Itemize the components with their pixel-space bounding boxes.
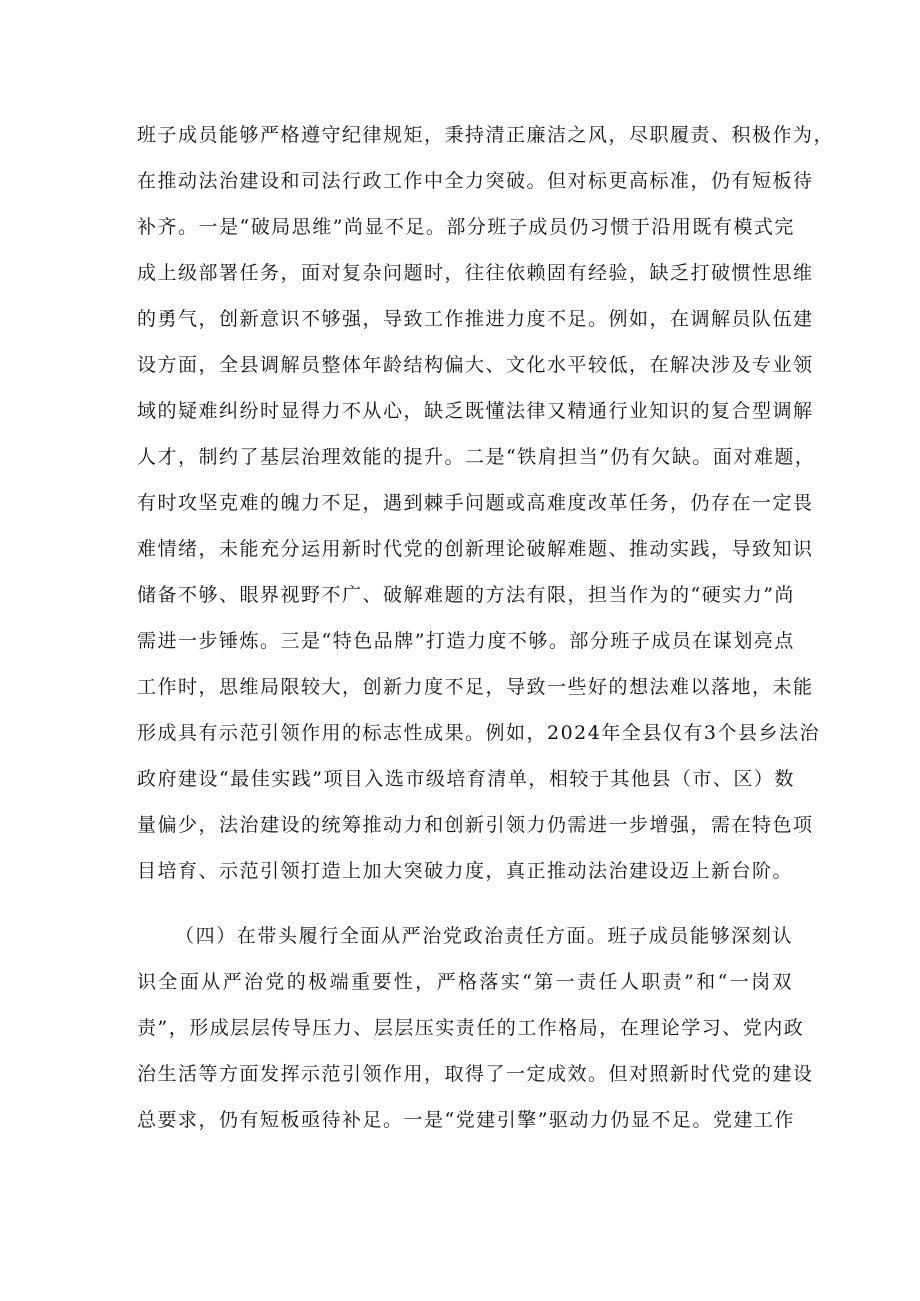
text-line: 责”，形成层层传导压力、层层压实责任的工作格局，在理论学习、党内政 xyxy=(137,1017,805,1039)
document-body xyxy=(137,112,835,1143)
text-line: 治生活等方面发挥示范引领作用，取得了一定成效。但对照新时代党的建设 xyxy=(137,1063,814,1085)
paragraph-spacer xyxy=(137,894,793,913)
text-line: 总要求，仍有短板亟待补足。一是“党建引擎”驱动力仍显不足。党建工作 xyxy=(137,1109,795,1131)
paragraph-accountability xyxy=(137,112,835,894)
text-line: 工作时，思维局限较大，创新力度不足，导致一些好的想法难以落地，未能 xyxy=(137,676,814,698)
text-line: 班子成员能够严格遵守纪律规矩，秉持清正廉洁之风，尽职履责、积极作为， xyxy=(137,124,835,146)
text-line: 形成具有示范引领作用的标志性成果。例如，2024年全县仅有3个县乡法治 xyxy=(137,722,820,744)
text-line: 量偏少，法治建设的统筹推动力和创新引领力仍需进一步增强，需在特色项 xyxy=(137,814,814,836)
text-line: 识全面从严治党的极端重要性，严格落实“第一责任人职责”和“一岗双 xyxy=(137,971,793,993)
text-line: 目培育、示范引领打造上加大突破力度，真正推动法治建设迈上新台阶。 xyxy=(137,860,794,882)
text-line: 储备不够、眼界视野不广、破解难题的方法有限，担当作为的“硬实力”尚 xyxy=(137,584,795,606)
text-line: 成上级部署任务，面对复杂问题时，往往依赖固有经验，缺乏打破惯性思维 xyxy=(137,262,814,284)
paragraph-party-governance xyxy=(137,913,814,1143)
text-line: 的勇气，创新意识不够强，导致工作推进力度不足。例如，在调解员队伍建 xyxy=(137,308,814,330)
text-line: 在推动法治建设和司法行政工作中全力突破。但对标更高标准，仍有短板待 xyxy=(137,170,814,192)
text-line: 有时攻坚克难的魄力不足，遇到棘手问题或高难度改革任务，仍存在一定畏 xyxy=(137,492,814,514)
text-line: 域的疑难纠纷时显得力不从心，缺乏既懂法律又精通行业知识的复合型调解 xyxy=(137,400,814,422)
text-line: 人才，制约了基层治理效能的提升。二是“铁肩担当”仍有欠缺。面对难题， xyxy=(137,446,816,468)
text-line: 政府建设“最佳实践”项目入选市级培育清单，相较于其他县（市、区）数 xyxy=(137,768,795,790)
text-line: 补齐。一是“破局思维”尚显不足。部分班子成员仍习惯于沿用既有模式完 xyxy=(137,216,795,238)
text-line: 设方面，全县调解员整体年龄结构偏大、文化水平较低，在解决涉及专业领 xyxy=(137,354,814,376)
text-line: 难情绪，未能充分运用新时代党的创新理论破解难题、推动实践，导致知识 xyxy=(137,538,814,560)
text-line: 需进一步锤炼。三是“特色品牌”打造力度不够。部分班子成员在谋划亮点 xyxy=(137,630,795,652)
text-line: （四）在带头履行全面从严治党政治责任方面。班子成员能够深刻认 xyxy=(175,925,793,947)
